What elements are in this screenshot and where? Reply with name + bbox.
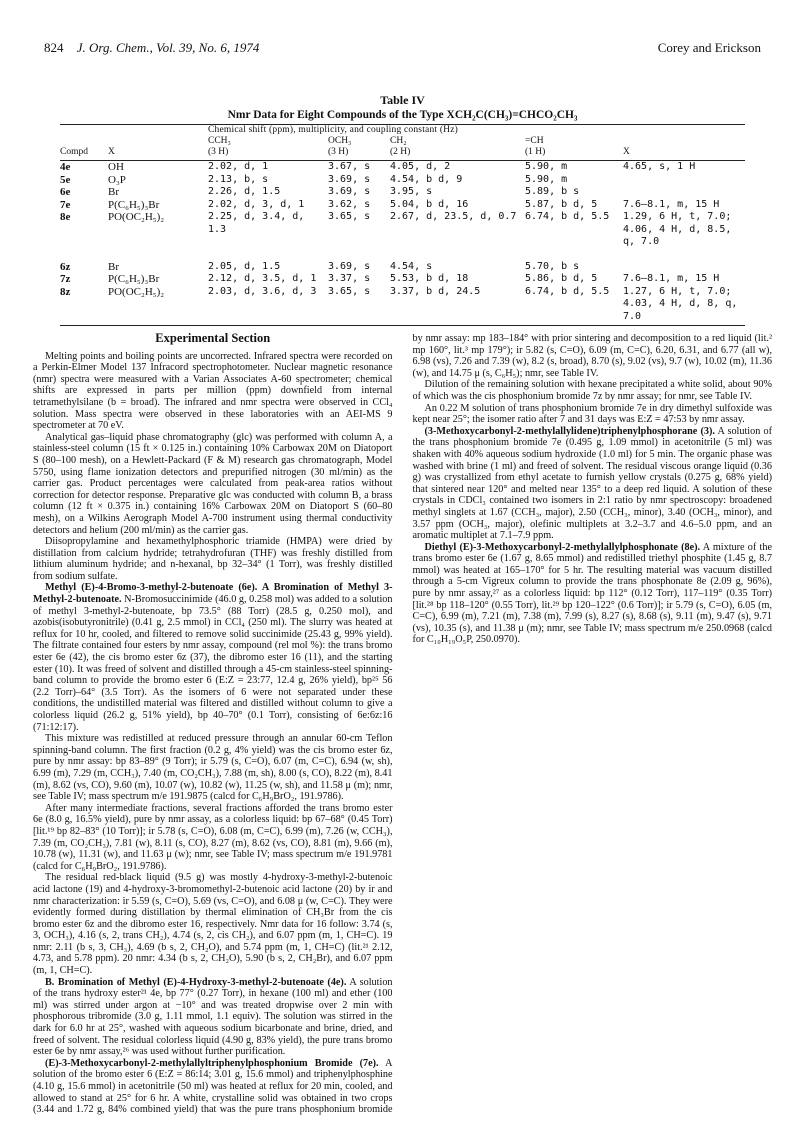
col-header-top bbox=[623, 136, 745, 147]
table-row bbox=[60, 286, 745, 326]
cell-x: PO(OC₂H₅)₂ bbox=[108, 286, 208, 326]
cell-x-shift bbox=[623, 186, 745, 199]
cell-compd: 7e bbox=[60, 198, 71, 211]
paragraph: Dilution of the remaining solution with hexane precipitated a white solid, about 90% of which was the cis phosphonium bromide 7z by nmr assay; for nmr, see Table IV. bbox=[412, 379, 772, 402]
table-row bbox=[60, 161, 745, 174]
cell-ch: 5.89, b s bbox=[525, 186, 580, 197]
cell-ch: 5.87, b d, 5 bbox=[525, 198, 598, 210]
paragraph bbox=[413, 426, 773, 542]
cell-x-shift: 1.29, 6 H, t, 7.0; 4.06, 4 H, d, 8.5, q, 7.0 bbox=[623, 211, 732, 247]
cell-x: Br bbox=[108, 186, 119, 198]
cell-ch2: 4.54, b d, 9 bbox=[390, 173, 463, 185]
paragraph-body: A solution of the trans phosphonium bromide 7e (0.495 g, 1.09 mmol) in acetonitrile (5 ml) was shaken with 40% aqueous sodium hydroxide (1.0 ml) for 5 min. The organic phase was washed with brine (1 ml) and freed of solvent. The residual viscous orange liquid (0.36 g) was crystallized from ethyl acetate to furnish yellow crystals (0.275 g, 68% yield) that sintered near 120° and melted near 135° to a deep red liquid. A solution of these crystals in CDCl₃ contained two isomers in 2:1 ratio by nmr spectroscopy: broadened methyl singlets at 1.67 (CCH₃, major), 2.50 (CCH₃, minor), 3.40 (OCH₃, minor), and 3.57 ppm (OCH₃, major), olefinic multiplets at 3.2–3.7 and 4.6–5.0 ppm, and an aromatic multiplet at 7.1–7.9 ppm. bbox=[412, 425, 772, 542]
cell-compd: 8z bbox=[60, 286, 108, 326]
cell-ch2: 5.53, b d, 18 bbox=[390, 273, 469, 284]
table-row bbox=[60, 174, 745, 187]
paragraph-body: A solution of the trans hydroxy ester²¹ 4e, bp 77° (0.27 Torr), in hexane (100 ml) and ether (100 ml) was stirred under argon at −10° and was treated dropwise over 2 min with phosphorous tribromide (3.0 g, 1.11 mmol, 1.1 equiv). The solution was stirred in the dark for 6.0 hr at 25°, washed with aqueous sodium bicarbonate and brine, dried, and freed of solvent. The residual colorless liquid (4.90 g, 83% yield), the pure trans bromo ester 6e by nmr assay,²⁶ was used without further purification. bbox=[33, 976, 393, 1058]
cell-x-shift: 4.65, s, 1 H bbox=[623, 161, 696, 172]
cell-compd: 6z bbox=[60, 260, 71, 273]
cell-x-shift: 7.6–8.1, m, 15 H bbox=[623, 273, 720, 284]
cell-ch: 6.74, b d, 5.5 bbox=[525, 286, 623, 326]
paragraph bbox=[33, 977, 393, 1058]
cell-cch3: 2.05, d, 1.5 bbox=[208, 260, 281, 272]
cell-och3: 3.69, s bbox=[328, 173, 371, 185]
cell-x: O₃P bbox=[108, 173, 126, 186]
nmr-data-table bbox=[60, 125, 745, 326]
cell-och3: 3.69, s bbox=[328, 260, 371, 272]
col-header-cch3: (3 H) bbox=[208, 147, 328, 161]
cell-ch2: 3.37, b d, 24.5 bbox=[390, 286, 525, 326]
col-header-top: =CH bbox=[525, 136, 544, 146]
paragraph-body: N-Bromosuccinimide (46.0 g, 0.258 mol) was added to a solution of methyl 3-methyl-2-butenoate, bp 73.5° (88 Torr) (28.5 g, 0.250 mol), and azobis(isobutyronitrile) (0.41 g, 2.5 mmol) in CCl₄ (250 ml). The slurry was heated at reflux for 10 hr, cooled, and filtered to remove solid succinimide (25.43 g, 99% yield). The filtrate contained four esters by nmr assay, compound (rel mol %): the trans bromo ester 6e (42), the cis bromo ester 6z (37), the dibromo ester 16 (11), and the starting ester (10). It was freed of solvent and distilled through a 45-cm stainless-steel spinning-band column to provide the bromo ester 6 (E:Z = 23:77, 12.4 g, 26% yield), bp²⁵ 56 (2.2 Torr)–64° (3.5 Torr). As the isomers of 6 were not separated under these conditions, the undistilled material was filtered and distilled without column to give a colorless liquid (26.2 g, 51% yield), bp 40–70° (0.1 Torr), consisting of 6e:6z:16 (71:12:17). bbox=[33, 594, 393, 733]
table-row bbox=[60, 186, 745, 199]
col-header-compd: Compd bbox=[60, 147, 108, 161]
cell-och3: 3.67, s bbox=[328, 161, 371, 172]
paragraph: The residual red-black liquid (9.5 g) was mostly 4-hydroxy-3-methyl-2-butenoic acid lactone (19) and 4-hydroxy-3-bromomethyl-2-butenoic acid lactone (20) by ir and nmr characterization: ir 5.59 (s, C=O), 5.69 (vs, C=O), and 6.08 μ (w, C=C). They were evidently formed during distillation by thermal elimination of CH₃Br from the cis bromo ester 6z and the dibromo ester 16, respectively. Nmr data for 16 follow: 3.74 (s, 3, OCH₃), 4.16 (s, 2, trans CH₂), 4.74 (s, 2, cis CH₂), and 6.07 ppm (m, 1, CH=C). 19 nmr: 2.11 (b s, 3, CH₃), 4.69 (b s, 2, CH₂O), and 5.74 ppm (m, 1, CH=C) (lit.²¹ 2.12, 4.73, and 5.78 ppm). 20 nmr: 4.34 (b s, 2, CH₂O), 5.90 (b s, 2, CH₂Br), and 6.07 ppm (m, 1, CH=C). bbox=[33, 872, 393, 977]
paragraph-body: A solution of the bromo ester 6 (E:Z = 86:14; 3.01 g, 15.6 mmol) and triphenylphosphine (4.10 g, 15.6 mmol) in acetonitrile (50 ml) was heated at reflux for 20 min, cooled, and allowed to stand at 25° for 6 hr. A white, crystalline solid was obtained in two crops (3.44 and 1.72 g, 84% combined yield) that was the pure trans phosphonium bromide by nmr assay: mp 183–184° with prior sintering and decomposition to a red liquid (lit.² mp 160°, lit.³ mp 179°); ir 5.82 (s, C=O), 6.09 (m, C=C), 6.20, 6.31, and 6.77 (all w), 6.98 (vs), 7.26 and 7.39 (w), 8.2 (s, broad), 8.70 (s), 9.02 (vs), 9.7 (w), 10.02 (m), 11.36 (w), and 14.75 μ (s, C₆H₅); nmr, see Table IV. bbox=[33, 333, 772, 1116]
running-head-left bbox=[44, 40, 259, 56]
cell-x: P(C₆H₅)₃Br bbox=[108, 198, 160, 211]
cell-x: P(C₆H₅)₃Br bbox=[108, 273, 160, 285]
paragraph: Diisopropylamine and hexamethylphosphoric triamide (HMPA) were dried by distillation from calcium hydride; tetrahydrofuran (THF) was freshly distilled from lithium aluminum hydride; and n-hexanal, bp 32–34° (1 Torr), was freshly distilled from sodium sulfate. bbox=[33, 536, 393, 582]
cell-ch2: 3.95, s bbox=[390, 186, 433, 197]
table-row bbox=[60, 199, 745, 212]
cell-x-shift: 7.6–8.1, m, 15 H bbox=[623, 198, 720, 210]
cell-och3: 3.69, s bbox=[328, 186, 371, 197]
col-header-x: X bbox=[108, 147, 208, 161]
cell-cch3: 2.03, d, 3.6, d, 3 bbox=[208, 286, 328, 326]
paragraph: Analytical gas–liquid phase chromatography (glc) was performed with column A, a stainless-steel column (15 ft × 0.125 in.) containing 10% Carbowax 20M on Diatoport S (80–100 mesh), on a Hewlett-Packard (F & M) research gas chromatograph, Model 5750, using flame ionization detectors and prepurified nitrogen (30 ml/min) as the carrier gas. Product percentages were calculated from peak-area ratios without correction for detector response. Preparative glc was conducted with column B, a brass column (12 ft × 0.375 in.) containing 16% Carbowax 20M on Diatoport S (60–80 mesh), on a Wilkins Aerograph Model A-700 instrument using thermal conductivity detectors and helium (200 ml/min) as the carrier gas. bbox=[33, 431, 393, 536]
cell-och3: 3.65, s bbox=[328, 211, 371, 222]
paragraph: An 0.22 M solution of trans phosphonium bromide 7e in dry dimethyl sulfoxide was kept near 25°; the isomer ratio after 7 and 31 days was E:Z = 47:53 by nmr assay. bbox=[412, 402, 772, 426]
section-heading: Experimental Section bbox=[155, 331, 271, 345]
col-header-ch2: (2 H) bbox=[390, 147, 525, 161]
cell-ch2: 2.67, d, 23.5, d, 0.7 bbox=[390, 211, 517, 222]
table-row bbox=[60, 211, 745, 249]
table-iv bbox=[60, 93, 745, 326]
col-header-top bbox=[108, 136, 208, 147]
cell-ch2: 5.04, b d, 16 bbox=[390, 198, 469, 210]
col-header-x-shift: X bbox=[623, 147, 745, 161]
paragraph-lead: Methyl (E)-4-Bromo-3-methyl-2-butenoate (6e). A Bromination of Methyl 3-Methyl-2-butenoate. bbox=[33, 582, 393, 606]
table-row bbox=[60, 261, 745, 274]
cell-ch2: 4.54, s bbox=[390, 260, 433, 272]
col-header-top: CH₂ bbox=[390, 136, 407, 146]
cell-cch3: 2.26, d, 1.5 bbox=[208, 186, 281, 197]
cell-compd: 5e bbox=[60, 173, 71, 186]
row-gap bbox=[60, 249, 745, 261]
cell-ch2: 4.05, d, 2 bbox=[390, 161, 451, 172]
paragraph-lead: Diethyl (E)-3-Methoxycarbonyl-2-methylallylphosphonate (8e). bbox=[424, 541, 701, 553]
cell-ch: 5.70, b s bbox=[525, 260, 580, 272]
page-number: 824 bbox=[44, 40, 64, 55]
paragraph bbox=[33, 582, 393, 733]
cell-ch: 5.86, b d, 5 bbox=[525, 273, 598, 284]
cell-compd: 7z bbox=[60, 273, 71, 285]
cell-cch3: 2.25, d, 3.4, d, 1.3 bbox=[208, 211, 305, 235]
cell-cch3: 2.02, d, 1 bbox=[208, 161, 269, 172]
cell-x: OH bbox=[108, 161, 124, 173]
table-number: Table IV bbox=[380, 93, 425, 107]
cell-cch3: 2.02, d, 3, d, 1 bbox=[208, 198, 305, 210]
table-title: Nmr Data for Eight Compounds of the Type XCH₂C(CH₃)=CHCO₂CH₃ bbox=[227, 109, 578, 121]
paragraph: This mixture was redistilled at reduced pressure through an annular 60-cm Teflon spinning-band column. The first fraction (0.2 g, 4% yield) was the cis bromo ester 6z, pure by nmr assay: bp 83–89° (9 Torr); ir 5.79 (s, C=O), 6.07 (m, C=C), 6.94 (w, sh), 6.99 (m), 7.29 (m, CCH₃), 7.40 (m, CO₂CH₃), 7.88 (m, sh), 8.00 (s, CO), 8.22 (m), 8.41 (m), 8.62 (vs, CO), 9.60 (m), 10.07 (w), 10.82 (w), 11.25 (w, sh), and 11.58 μ (m); nmr, see Table IV; mass spectrum m/e 191.9875 (calcd for C₆H₉BrO₂, 191.9786). bbox=[33, 733, 393, 803]
running-head-authors: Corey and Erickson bbox=[657, 40, 761, 55]
cell-compd: 6e bbox=[60, 186, 71, 198]
running-head bbox=[44, 40, 761, 60]
experimental-section bbox=[33, 333, 772, 1123]
cell-cch3: 2.13, b, s bbox=[208, 173, 269, 185]
paragraph bbox=[413, 542, 773, 646]
cell-compd: 4e bbox=[60, 161, 71, 173]
cell-ch: 5.90, m bbox=[525, 161, 568, 172]
col-header-top: CCH₃ bbox=[208, 136, 231, 146]
cell-och3: 3.37, s bbox=[328, 273, 371, 284]
col-header-top bbox=[60, 136, 108, 147]
col-header-top: OCH₃ bbox=[328, 136, 352, 146]
paragraph-lead: (E)-3-Methoxycarbonyl-2-methylallyltriphenylphosphonium Bromide (7e). bbox=[45, 1057, 379, 1069]
cell-x-shift: 1.27, 6 H, t, 7.0; 4.03, 4 H, d, 8, q, 7.0 bbox=[623, 286, 745, 326]
journal-citation: J. Org. Chem., Vol. 39, No. 6, 1974 bbox=[76, 40, 260, 55]
cell-cch3: 2.12, d, 3.5, d, 1 bbox=[208, 273, 317, 284]
cell-och3: 3.65, s bbox=[328, 286, 390, 326]
paragraph-lead: (3-Methoxycarbonyl-2-methylallylidene)triphenylphosphorane (3). bbox=[424, 425, 715, 437]
col-header-ch: (1 H) bbox=[525, 147, 623, 161]
cell-compd: 8e bbox=[60, 211, 71, 223]
cell-x-shift bbox=[623, 174, 745, 187]
table-row bbox=[60, 273, 745, 286]
paragraph: Melting points and boiling points are uncorrected. Infrared spectra were recorded on a Perkin-Elmer Model 137 Infracord spectrophotometer. Nuclear magnetic resonance (nmr) spectra were measured with a Varian Associates A-60 spectrometer; chemical shifts are expressed in parts per million (ppm) downfield from internal tetramethylsilane (b = broad). The infrared and nmr spectra were observed in CCl₄ solution. Mass spectra were observed in these laboratories with an AEI-MS 9 spectrometer at 70 eV. bbox=[33, 350, 393, 432]
cell-ch: 5.90, m bbox=[525, 173, 568, 185]
cell-x-shift bbox=[623, 261, 745, 274]
cell-x: Br bbox=[108, 260, 119, 273]
paragraph-lead: B. Bromination of Methyl (E)-4-Hydroxy-3-methyl-2-butenoate (4e). bbox=[45, 976, 347, 988]
cell-och3: 3.62, s bbox=[328, 198, 371, 210]
col-header-och3: (3 H) bbox=[328, 147, 390, 161]
paragraph-body: A mixture of the trans bromo ester 6e (1.67 g, 8.65 mmol) and redistilled triethyl phosphite (1.45 g, 8.7 mmol) was heated at 165–170° for 5 hr. The resulting material was vacuum distilled through a 5-cm Vigreux column to provide the trans phosphonate 8e (2.09 g, 96%), pure by nmr assay,²⁷ as a colorless liquid: bp 112° (0.12 Torr), 117–119° (0.35 Torr) [lit.²⁸ bp 118–120° (0.55 Torr), lit.²⁹ bp 120–122° (0.6 Torr)]; ir 5.79 (s, C=O), 6.05 (m, C=C), 6.99 (m), 7.21 (m), 7.38 (m), 7.99 (s), 8.27 (s), 8.68 (s), 9.11 (m), 9.47 (s), 9.71 (vs), 10.35 (s), and 11.38 μ (m); nmr, see Table IV; mass spectrum m/e 250.0968 (calcd for C₁₀H₁₉O₅P, 250.0970). bbox=[412, 541, 772, 646]
paragraph: After many intermediate fractions, several fractions afforded the trans bromo ester 6e (8.0 g, 16.5% yield), pure by nmr assay, as a colorless liquid: bp 67–68° (0.45 Torr) [lit.¹⁹ bp 82–83° (10 Torr)]; ir 5.78 (s, C=O), 6.08 (m, C=C), 6.99 (m), 7.26 (w, CCH₃), 7.39 (m, CO₂CH₃), 7.81 (w), 8.11 (s, CO), 8.27 (m), 8.62 (vs, CO), 8.81 (m), 9.66 (m), 10.78 (w), 11.31 (w), and 11.63 μ (w); nmr, see Table IV; mass spectrum m/e 191.9781 (calcd for C₆H₉BrO₂, 191.9786). bbox=[33, 802, 393, 872]
cell-x: PO(OC₂H₅)₂ bbox=[108, 211, 165, 223]
cell-ch: 6.74, b d, 5.5 bbox=[525, 211, 610, 222]
span-header: Chemical shift (ppm), multiplicity, and coupling constant (Hz) bbox=[208, 125, 459, 135]
